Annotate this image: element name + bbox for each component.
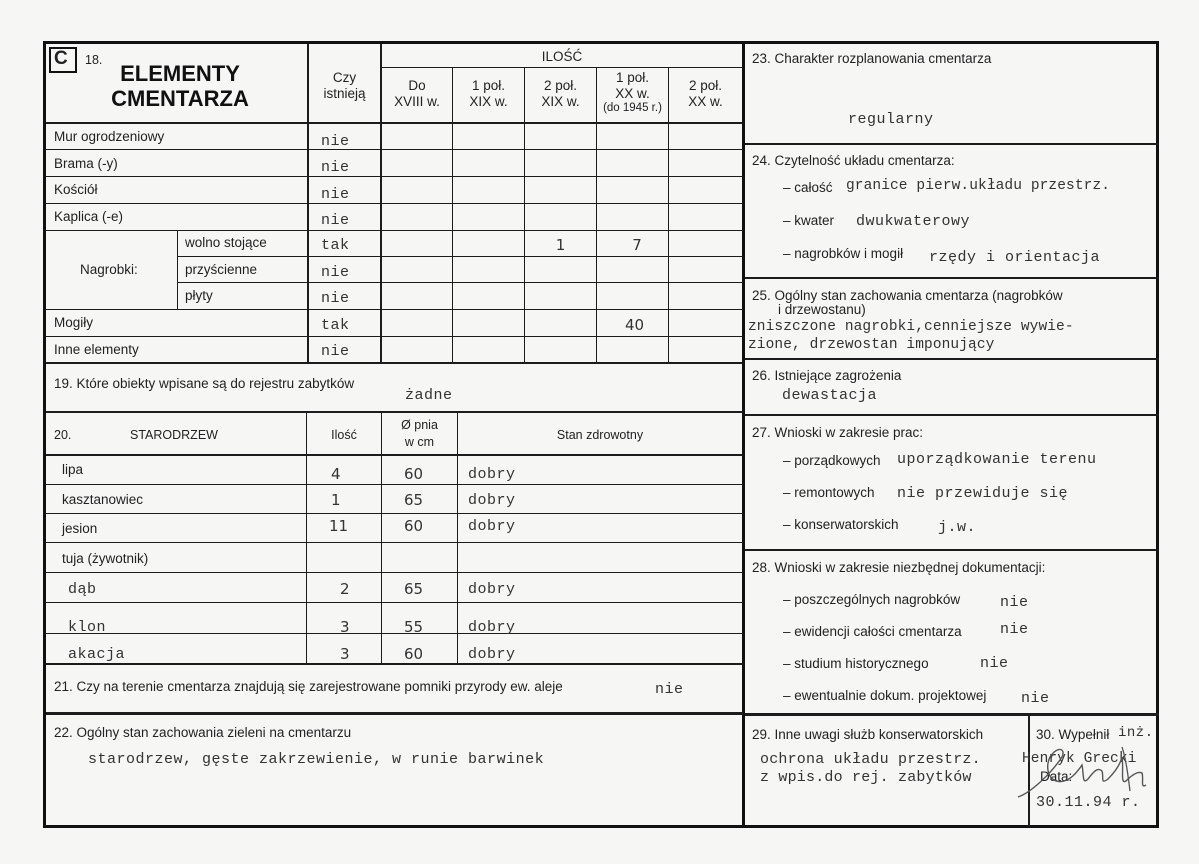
period-3-line2: XIX w. (541, 94, 580, 109)
s27-bottom (745, 549, 1159, 551)
sec28-item-studium-value: nie (980, 655, 1009, 672)
sec27-item-porzadkowych-value: uporządkowanie terenu (897, 451, 1097, 468)
s26-bottom (745, 414, 1159, 416)
row-label-inne: Inne elementy (54, 342, 139, 357)
s18-row-line (46, 176, 743, 177)
sec22-value: starodrzew, gęste zakrzewienie, w runie barwinek (88, 751, 545, 768)
sec25-value-line1: zniszczone nagrobki,cenniejsze wywie- (748, 319, 1074, 335)
sec26-label: 26. Istniejące zagrożenia (752, 368, 902, 383)
sec29-value-line2: z wpis.do rej. zabytków (760, 769, 972, 786)
sec24-item-calosc-value: granice pierw.układu przestrz. (846, 178, 1111, 194)
s20-vline-stan (457, 413, 458, 664)
frame-bottom (43, 825, 1159, 828)
period-2-line1: 1 poł. (471, 78, 506, 93)
row-value-inne: nie (321, 343, 350, 360)
sec28-label: 28. Wnioski w zakresie niezbędnej dokumentacji: (752, 560, 1046, 575)
sec27-item-remontowych-value: nie przewiduje się (897, 485, 1069, 502)
sec25-label-line1: 25. Ogólny stan zachowania cmentarza (nagrobków (752, 288, 1063, 303)
tree-fi-akacja: 60 (404, 645, 424, 663)
s20-row-line (46, 602, 743, 603)
sec28-item-nagrobkow-value: nie (1000, 594, 1029, 611)
sec24-item-kwater-value: dwukwaterowy (856, 213, 971, 230)
row-label-przyscienne: przyścienne (185, 262, 258, 277)
tree-stan-dab: dobry (468, 581, 516, 598)
sec24-item-kwater-label: – kwater (783, 213, 835, 228)
s20-row-line (46, 633, 743, 634)
row-value-mogily: tak (321, 317, 350, 334)
row-value-brama: nie (321, 159, 350, 176)
s20-row-line (46, 484, 743, 485)
sec26-value: dewastacja (782, 387, 878, 404)
s18-row-line (178, 282, 743, 283)
sec27-item-porzadkowych-label: – porządkowych (783, 453, 881, 468)
row-label-plyty: płyty (185, 288, 213, 303)
tree-fi-dab: 65 (404, 580, 424, 598)
row-label-kaplica: Kaplica (-e) (54, 209, 124, 224)
czy-istnieja-line2: istnieją (323, 86, 366, 101)
sec24-label: 24. Czytelność układu cmentarza: (752, 153, 955, 168)
period-1-line1: Do (408, 78, 426, 93)
row-label-mur: Mur ogrodzeniowy (54, 129, 165, 144)
tree-ilosc-akacja: 3 (340, 645, 350, 663)
sec25-label-line2: i drzewostanu) (778, 302, 866, 317)
sec27-item-konserwatorskich-label: – konserwatorskich (783, 517, 899, 532)
sec29-label: 29. Inne uwagi służb konserwatorskich (752, 727, 984, 742)
tree-stan-kasztanowiec: dobry (468, 492, 516, 509)
count-wolno-p4: 7 (632, 236, 642, 254)
s23-bottom (745, 143, 1159, 145)
middle-divider (742, 41, 745, 828)
nagrobki-label: Nagrobki: (80, 262, 138, 277)
sec18-letter: C (54, 48, 68, 69)
tree-name-tuja: tuja (żywotnik) (62, 551, 149, 566)
period-4-line2: XX w. (615, 86, 650, 101)
row-value-kaplica: nie (321, 212, 350, 229)
period-2-line2: XIX w. (469, 94, 508, 109)
ilosc-header: ILOŚĆ (541, 49, 583, 64)
sec28-item-ewidencji-value: nie (1000, 621, 1029, 638)
tree-fi-klon: 55 (404, 618, 424, 636)
tree-name-akacja: akacja (68, 646, 126, 663)
s28-bottom (745, 713, 1159, 716)
row-label-kosciol: Kościół (54, 182, 98, 197)
row-label-wolno: wolno stojące (185, 235, 267, 250)
sec28-item-studium-label: – studium historycznego (783, 656, 929, 671)
s20-bottom (46, 663, 743, 665)
row-value-przyscienne: nie (321, 264, 350, 281)
sec28-item-projektowej-label: – ewentualnie dokum. projektowej (783, 688, 987, 703)
s18-bottom (46, 362, 743, 364)
tree-name-lipa: lipa (62, 462, 84, 477)
sec30-name: Henryk Grecki (1022, 751, 1137, 767)
period-4-line1: 1 poł. (615, 70, 650, 85)
sec30-title: inż. (1118, 725, 1154, 741)
tree-ilosc-kasztanowiec: 1 (331, 491, 341, 509)
s19-bottom (46, 411, 743, 413)
tree-ilosc-lipa: 4 (331, 465, 341, 483)
row-label-mogily: Mogiły (54, 315, 94, 330)
sec18-number: 18. (85, 53, 103, 67)
frame-left (43, 41, 46, 828)
s18-header-bottom (46, 122, 743, 124)
s18-vline-p2 (452, 68, 453, 364)
sec20-col-fi-line1: Ø pnia (401, 418, 438, 432)
sec30-date: 30.11.94 r. (1036, 794, 1141, 811)
sec22-label: 22. Ogólny stan zachowania zieleni na cmentarzu (54, 725, 352, 740)
tree-fi-lipa: 60 (404, 465, 424, 483)
sec19-label: 19. Które obiekty wpisane są do rejestru zabytków (54, 376, 355, 391)
s20-vline-fi (381, 413, 382, 664)
tree-name-jesion: jesion (62, 521, 98, 536)
period-5-line2: XX w. (688, 94, 723, 109)
row-value-wolno: tak (321, 237, 350, 254)
period-3-line1: 2 poł. (543, 78, 578, 93)
row-value-plyty: nie (321, 290, 350, 307)
s21-bottom (46, 712, 743, 715)
sec20-col-stan: Stan zdrowotny (556, 428, 644, 442)
sec20-col-fi-line2: w cm (404, 435, 435, 449)
tree-stan-klon: dobry (468, 619, 516, 636)
tree-ilosc-klon: 3 (340, 618, 350, 636)
s20-header-bottom (46, 454, 743, 456)
sec28-item-projektowej-value: nie (1021, 690, 1050, 707)
row-label-brama: Brama (-y) (54, 156, 118, 171)
s18-nagrobki-vline (177, 230, 178, 309)
tree-stan-jesion: dobry (468, 518, 516, 535)
sec20-col-ilosc: Ilość (331, 428, 357, 442)
handwritten-signature (1010, 735, 1156, 815)
sec19-value: żadne (405, 387, 453, 404)
sec20-col-name: STARODRZEW (130, 428, 218, 442)
sec24-item-nagrobkow-value: rzędy i orientacja (929, 249, 1101, 266)
s20-row-line (46, 572, 743, 573)
sec24-item-calosc-label: – całość (783, 180, 833, 195)
s18-row-line (46, 230, 743, 231)
sec30-data-label: Data: (1040, 769, 1073, 784)
s25-bottom (745, 358, 1159, 360)
s18-row-line (46, 203, 743, 204)
s24-bottom (745, 277, 1159, 279)
s18-row-line (46, 149, 743, 150)
s18-row-line (46, 309, 743, 310)
s18-ilosc-underline (381, 67, 743, 68)
frame-right (1156, 41, 1159, 828)
s20-row-line (46, 513, 743, 514)
sec28-item-ewidencji-label: – ewidencji całości cmentarza (783, 624, 962, 639)
sec28-item-nagrobkow-label: – poszczególnych nagrobków (783, 592, 961, 607)
tree-fi-jesion: 60 (404, 517, 424, 535)
tree-name-klon: klon (68, 619, 107, 636)
period-1-line2: XVIII w. (394, 94, 440, 109)
sec27-label: 27. Wnioski w zakresie prac: (752, 425, 924, 440)
s20-row-line (46, 542, 743, 543)
period-4-line3: (do 1945 r.) (603, 102, 662, 114)
tree-stan-akacja: dobry (468, 646, 516, 663)
count-wolno-p3: 1 (555, 236, 566, 254)
tree-name-dab: dąb (68, 581, 97, 598)
tree-name-kasztanowiec: kasztanowiec (62, 492, 144, 507)
row-value-mur: nie (321, 133, 350, 150)
tree-ilosc-dab: 2 (340, 580, 350, 598)
sec18-title-line1: ELEMENTY (120, 61, 240, 86)
sec23-label: 23. Charakter rozplanowania cmentarza (752, 51, 992, 66)
czy-istnieja-line1: Czy (332, 70, 357, 85)
frame-top (43, 41, 1159, 44)
s18-row-line (178, 256, 743, 257)
sec27-item-konserwatorskich-value: j.w. (938, 519, 977, 536)
sec30-label: 30. Wypełnił (1036, 727, 1110, 742)
sec27-item-remontowych-label: – remontowych (783, 485, 875, 500)
s20-vline-ilosc (306, 413, 307, 664)
tree-fi-kasztanowiec: 65 (404, 491, 424, 509)
sec18-title-line2: CMENTARZA (111, 86, 249, 111)
period-5-line1: 2 poł. (688, 78, 723, 93)
sec24-item-nagrobkow-label: – nagrobków i mogił (783, 246, 904, 261)
sec21-value: nie (655, 681, 684, 698)
sec29-value-line1: ochrona układu przestrz. (760, 751, 981, 768)
sec21-label: 21. Czy na terenie cmentarza znajdują się zarejestrowane pomniki przyrody ew. aleje (54, 679, 563, 694)
sec23-value: regularny (848, 111, 934, 128)
s18-row-line (46, 336, 743, 337)
tree-stan-lipa: dobry (468, 466, 516, 483)
sec20-number: 20. (54, 428, 72, 442)
tree-ilosc-jesion: 11 (329, 517, 349, 535)
row-value-kosciol: nie (321, 186, 350, 203)
count-mogily-p4: 40 (624, 316, 645, 334)
s18-vline-p3 (524, 68, 525, 364)
sec25-value-line2: zione, drzewostan imponujący (748, 337, 995, 353)
